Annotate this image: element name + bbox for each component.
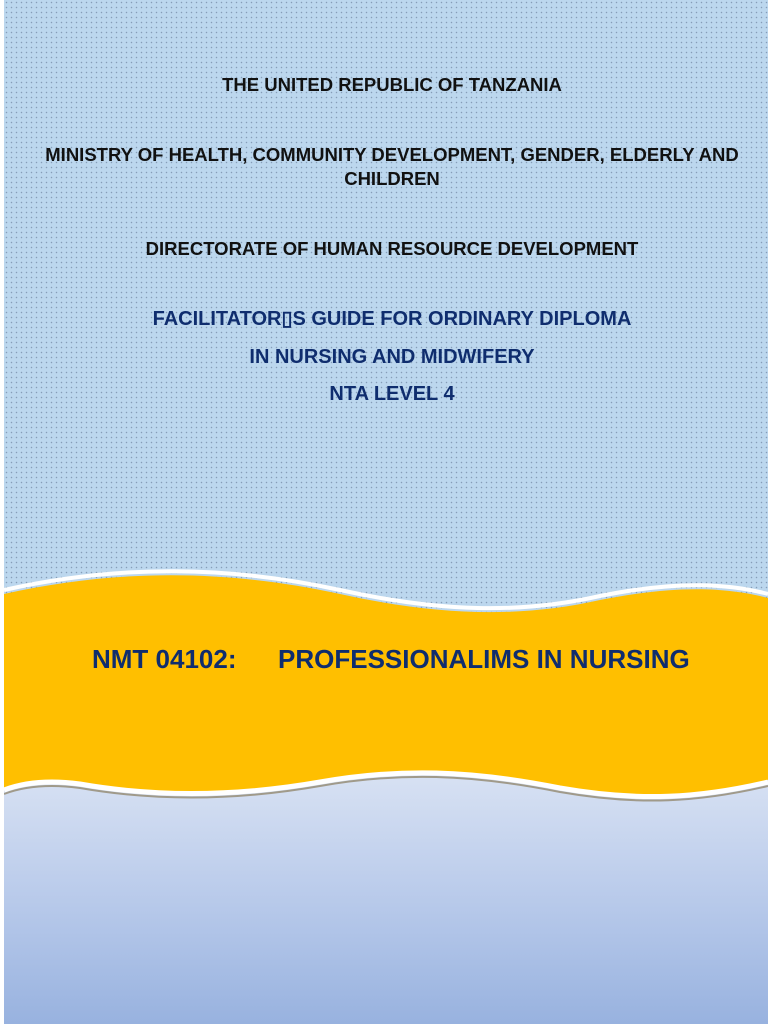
guide-title-line-1: FACILITATOR▯S GUIDE FOR ORDINARY DIPLOMA (152, 308, 632, 330)
country-heading: THE UNITED REPUBLIC OF TANZANIA (222, 74, 562, 95)
module-code: NMT 04102: (92, 644, 237, 674)
ministry-line-1: MINISTRY OF HEALTH, COMMUNITY DEVELOPMENT, GENDER, ELDERLY AND (45, 144, 739, 165)
guide-title-line-2: IN NURSING AND MIDWIFERY (249, 346, 535, 368)
left-page-edge (0, 0, 4, 1024)
module-name: PROFESSIONALIMS IN NURSING (278, 644, 690, 674)
ministry-line-2: CHILDREN (344, 168, 440, 189)
yellow-wave-band (4, 575, 768, 794)
wave-band (0, 560, 768, 820)
ministry-heading (20, 143, 764, 191)
guide-title-line-3: NTA LEVEL 4 (329, 383, 455, 405)
directorate-heading: DIRECTORATE OF HUMAN RESOURCE DEVELOPMENT (145, 238, 639, 259)
module-title (92, 644, 690, 675)
